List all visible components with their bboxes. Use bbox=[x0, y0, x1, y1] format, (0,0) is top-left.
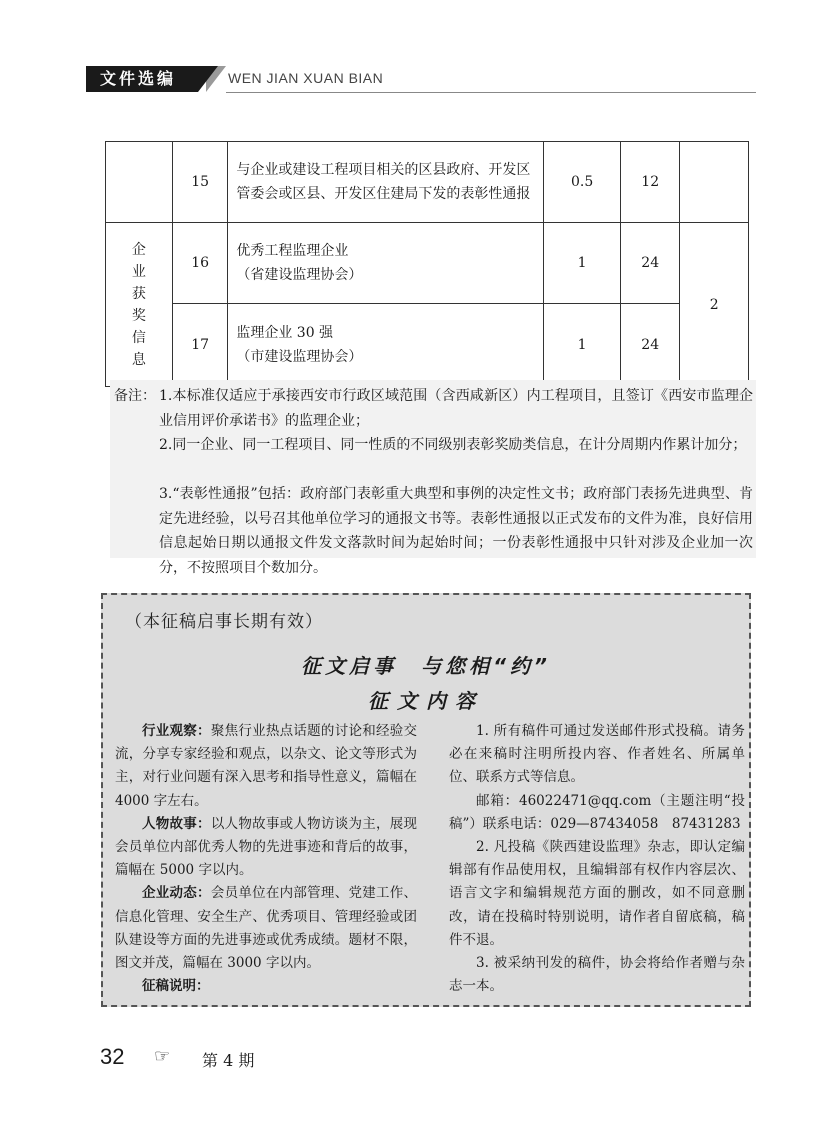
issue-label: 第 4 期 bbox=[202, 1051, 255, 1070]
contact-info: 邮箱：46022471@qq.com（主题注明“投稿”）联系电话：029—87434058 87431283 bbox=[449, 792, 745, 832]
submission-rule: 3. 被采纳刊发的稿件，协会将给作者赠与杂志一本。 bbox=[449, 955, 745, 995]
item-max-score: 24 bbox=[621, 304, 680, 387]
category-total: 2 bbox=[680, 223, 749, 387]
table-row bbox=[106, 223, 749, 304]
topic-paragraph: 企业动态：会员单位在内部管理、党建工作、信息化管理、安全生产、优秀项目、管理经验或团队建设等方面的先进事迹或优秀成绩。题材不限，图文并茂，篇幅在 3000 字以内。 bbox=[115, 885, 418, 972]
call-for-papers-subtitle: 征文内容 bbox=[368, 689, 484, 713]
section-header bbox=[86, 62, 756, 94]
note-item: 1.本标准仅适应于承接西安市行政区域范围（含西咸新区）内工程项目，且签订《西安市监理企业信用评价承诺书》的监理企业； bbox=[159, 388, 753, 429]
header-wedge bbox=[198, 66, 218, 92]
total-cell-empty bbox=[680, 142, 749, 223]
category-cell-empty bbox=[106, 142, 173, 223]
header-rule bbox=[226, 92, 756, 93]
table-row bbox=[106, 304, 749, 387]
submission-rule: 2. 凡投稿《陕西建设监理》杂志，即认定编辑部有作品使用权，且编辑部有权作内容层次、语言文字和编辑规范方面的删改，如不同意删改，请在投稿时特别说明，请作者自留底稿，稿件不退。 bbox=[449, 839, 745, 948]
section-title-en: WEN JIAN XUAN BIAN bbox=[228, 70, 384, 86]
item-max-score: 24 bbox=[621, 223, 680, 304]
item-number: 17 bbox=[172, 304, 227, 387]
item-description: 监理企业 30 强 （市建设监理协会） bbox=[228, 304, 544, 387]
content-topics-column bbox=[115, 720, 417, 998]
note-item: 3.“表彰性通报”包括：政府部门表彰重大典型和事例的决定性文书；政府部门表扬先进典型、肯定先进经验，以号召其他单位学习的通报文书等。表彰性通报以正式发布的文件为准，良好信用信息起始日期以通报文件发文落款时间为起始时间；一份表彰性通报中只针对涉及企业加一次分，不按照项目个数加分。 bbox=[159, 486, 753, 576]
submission-notes-heading: 征稿说明： bbox=[142, 978, 210, 995]
category-label: 企 业 获 奖 信 息 bbox=[106, 223, 173, 387]
item-number: 16 bbox=[172, 223, 227, 304]
table-notes bbox=[110, 380, 756, 576]
call-for-papers-box bbox=[101, 593, 751, 1007]
submission-notes-column bbox=[449, 720, 745, 998]
call-for-papers-title: 征文启事 与您相“约” bbox=[301, 654, 551, 678]
note-item: 2.同一企业、同一工程项目、同一性质的不同级别表彰奖励类信息，在计分周期内作累计加分； bbox=[159, 437, 747, 453]
table-row bbox=[106, 142, 749, 223]
submission-rule: 1. 所有稿件可通过发送邮件形式投稿。请务必在来稿时注明所投内容、作者姓名、所属单位、联系方式等信息。 bbox=[449, 723, 745, 786]
topic-paragraph: 行业观察：聚焦行业热点话题的讨论和经验交流，分享专家经验和观点，以杂文、论文等形式为主，对行业问题有深入思考和指导性意义，篇幅在 4000 字左右。 bbox=[115, 723, 418, 809]
pointing-hand-icon: ☞ bbox=[154, 1046, 171, 1067]
section-title-cn: 文件选编 bbox=[86, 66, 198, 92]
validity-note: （本征稿启事长期有效） bbox=[125, 612, 323, 632]
item-number: 15 bbox=[172, 142, 227, 223]
notes-heading: 备注： bbox=[114, 388, 156, 404]
item-description: 与企业或建设工程项目相关的区县政府、开发区管委会或区县、开发区住建局下发的表彰性通报 bbox=[228, 142, 544, 223]
item-score: 1 bbox=[544, 304, 621, 387]
award-score-table bbox=[105, 141, 749, 387]
page-number: 32 bbox=[100, 1044, 125, 1069]
item-max-score: 12 bbox=[621, 142, 680, 223]
item-description: 优秀工程监理企业 （省建设监理协会） bbox=[228, 223, 544, 304]
item-score: 1 bbox=[544, 223, 621, 304]
topic-paragraph: 人物故事：以人物故事或人物访谈为主，展现会员单位内部优秀人物的先进事迹和背后的故事，篇幅在 5000 字以内。 bbox=[115, 815, 418, 879]
item-score: 0.5 bbox=[544, 142, 621, 223]
